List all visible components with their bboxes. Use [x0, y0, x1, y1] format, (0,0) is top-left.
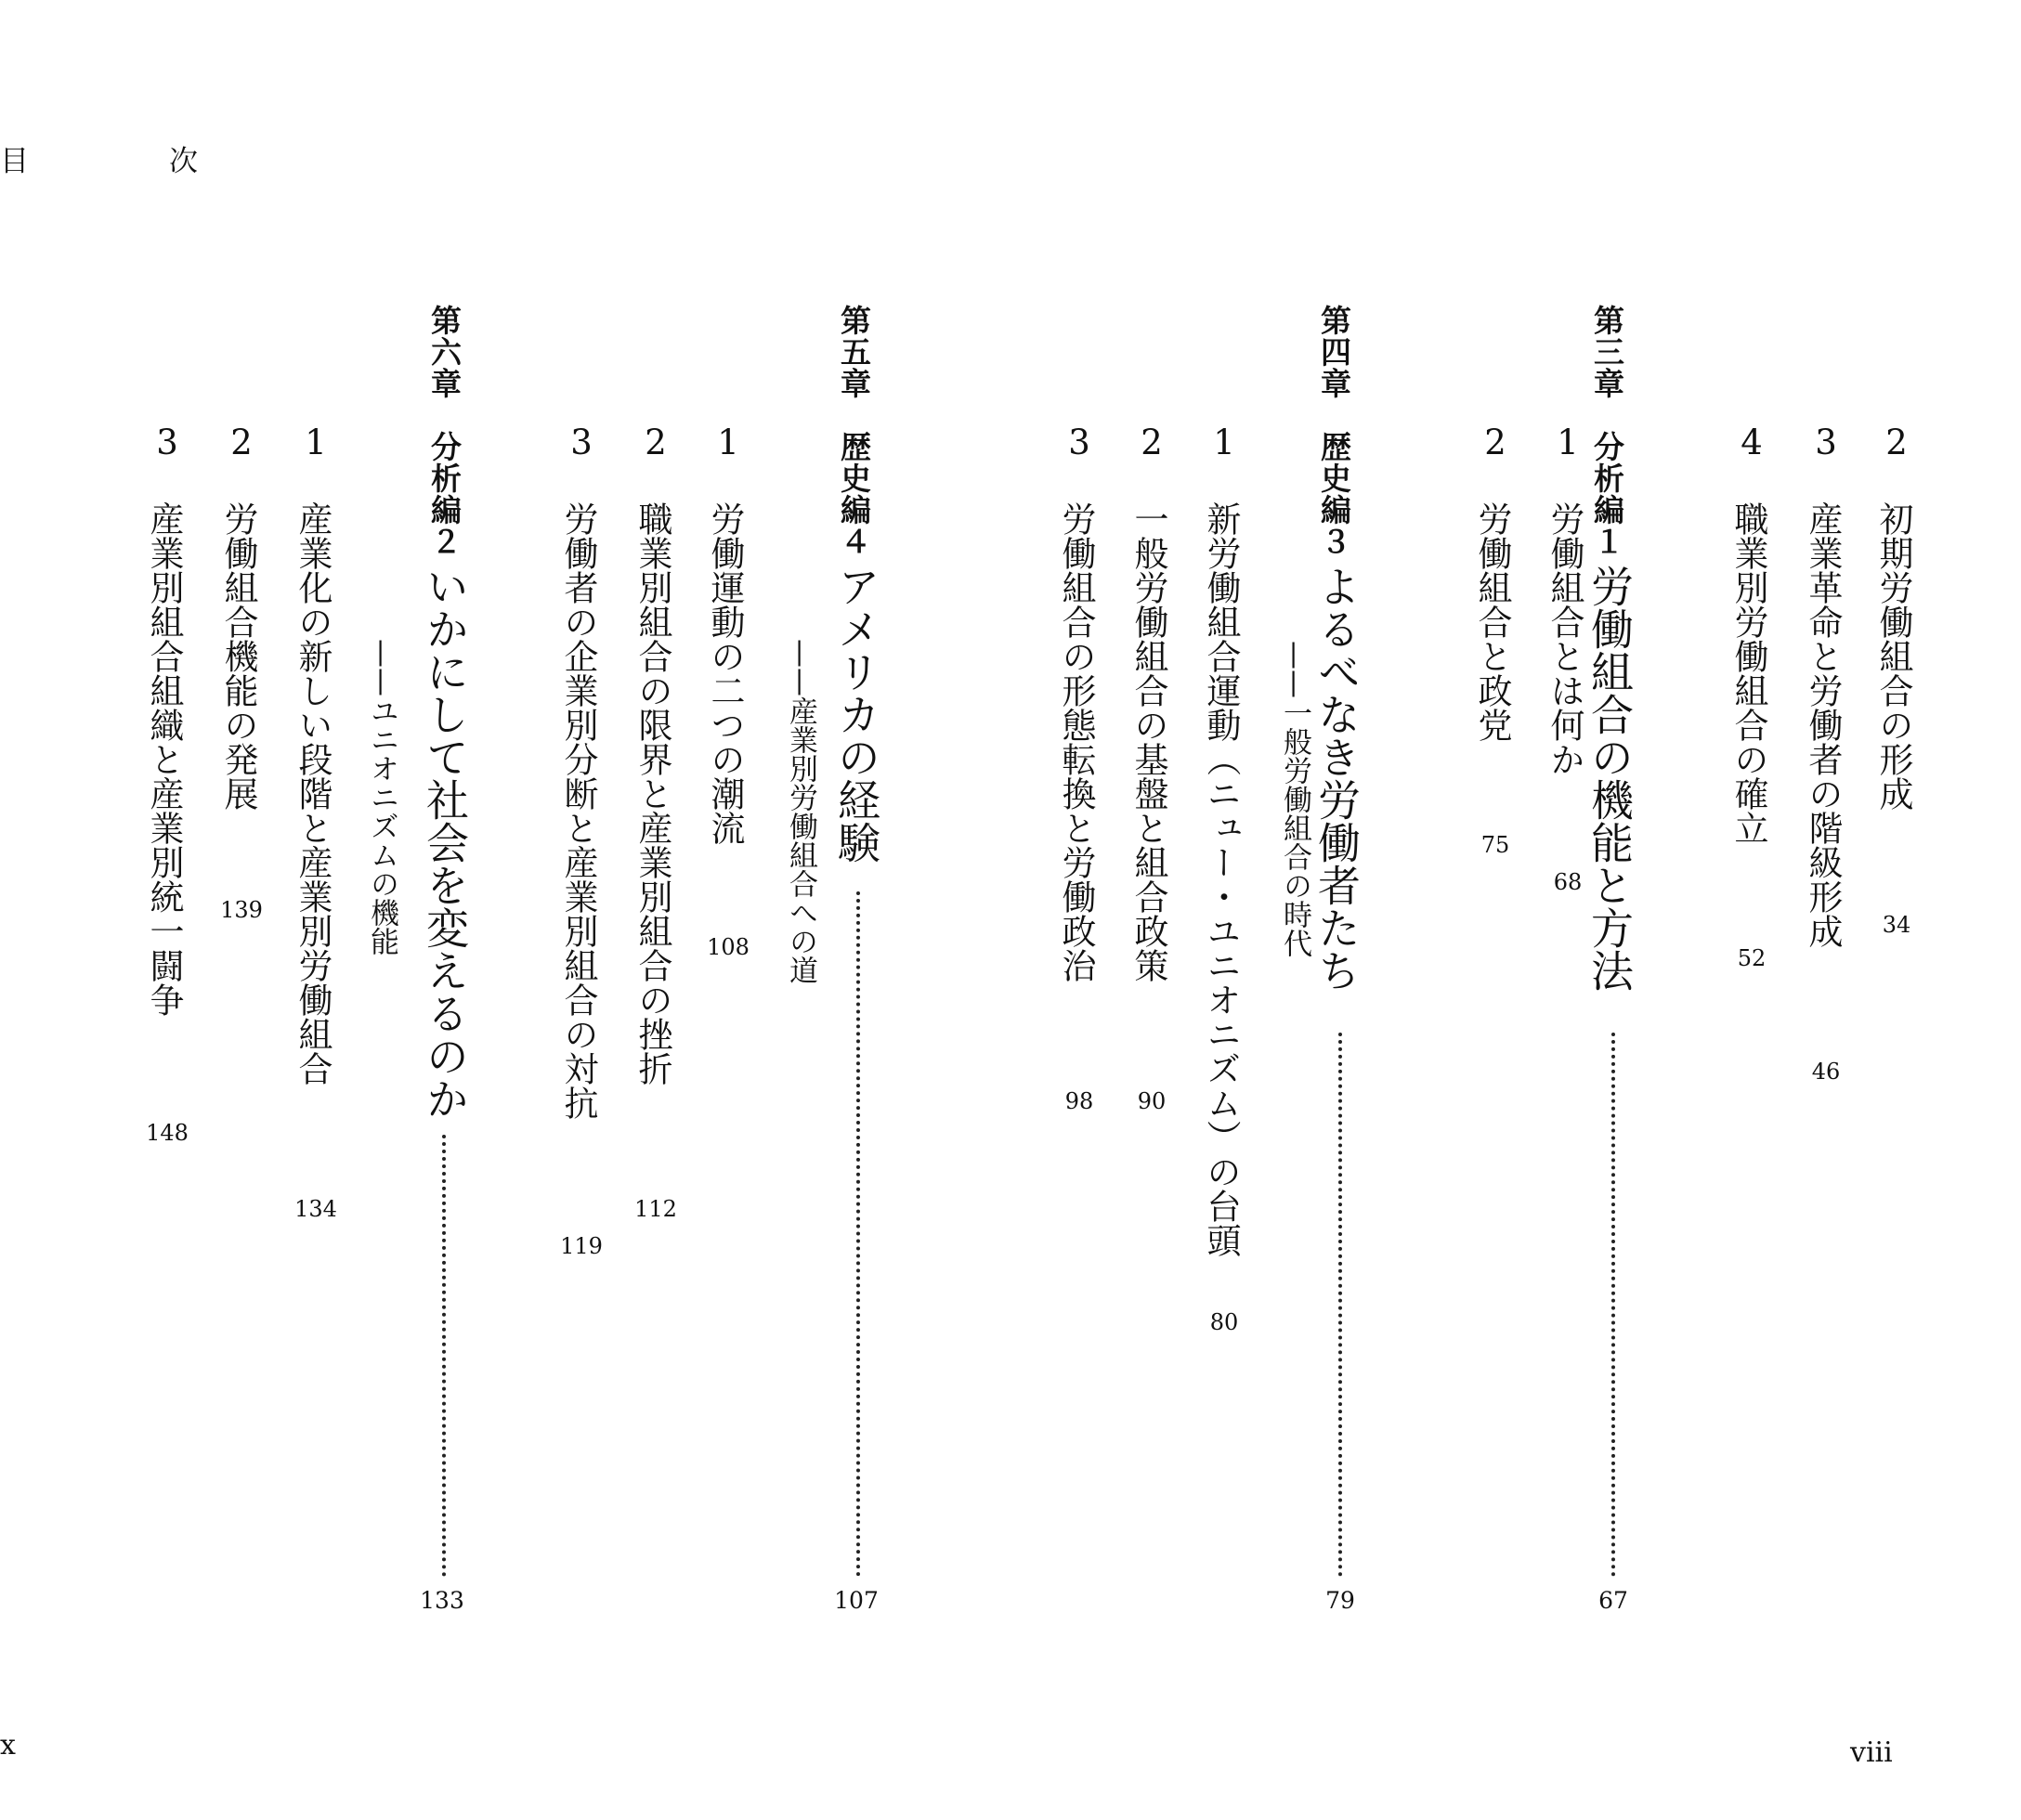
chapter-subtitle: ——一般労働組合の時代 — [1278, 641, 1311, 957]
item-number: 3 — [1815, 422, 1837, 462]
item-page: 75 — [1480, 832, 1510, 858]
item-number: 3 — [1068, 422, 1090, 462]
item-page: 139 — [220, 897, 263, 923]
folio-right: viii — [1850, 1736, 1893, 1769]
chapter-subtitle: ——ユニオニズムの機能 — [365, 639, 398, 956]
item-title: 労働組合の形態転換と労働政治 — [1056, 501, 1096, 982]
chapter-page: 107 — [834, 1587, 879, 1614]
dot-leader — [1611, 1033, 1615, 1577]
chapter-title: いかにして社会を変えるのか — [420, 565, 470, 1120]
item-page: 90 — [1137, 1088, 1167, 1114]
item-number: 2 — [1484, 422, 1506, 462]
item-number: 1 — [717, 422, 739, 462]
item-number: 1 — [305, 422, 327, 462]
item-page: 80 — [1209, 1309, 1239, 1335]
chapter-title: よるべなき労働者たち — [1311, 565, 1362, 992]
item-title: 職業別労働組合の確立 — [1728, 501, 1768, 845]
item-title: 産業別組合組織と産業別統一闘争 — [144, 501, 184, 1017]
item-number: 2 — [1885, 422, 1908, 462]
item-number: 1 — [1213, 422, 1235, 462]
chapter-label: 第四章 歴史編３ — [1316, 305, 1352, 557]
item-page: 108 — [707, 934, 750, 960]
item-title: 新労働組合運動（ニュー・ユニオニズム）の台頭 — [1201, 501, 1241, 1257]
chapter-page: 67 — [1598, 1587, 1628, 1614]
item-title: 労働運動の二つの潮流 — [705, 501, 745, 845]
chapter-subtitle: ——産業別労働組合への道 — [784, 639, 817, 984]
item-number: 3 — [570, 422, 593, 462]
item-page: 34 — [1882, 912, 1911, 938]
item-page: 148 — [146, 1120, 189, 1146]
item-title: 産業化の新しい段階と産業別労働組合 — [293, 501, 332, 1086]
item-title: 労働組合と政党 — [1472, 501, 1512, 742]
item-title: 一般労働組合の基盤と組合政策 — [1128, 501, 1168, 982]
chapter-label: 第五章 歴史編４ — [836, 305, 872, 557]
item-title: 産業革命と労働者の階級形成 — [1803, 501, 1843, 948]
dot-leader — [1338, 1033, 1342, 1577]
item-title: 初期労働組合の形成 — [1873, 501, 1913, 811]
item-title: 労働組合とは何か — [1545, 501, 1584, 776]
item-page: 119 — [560, 1233, 603, 1259]
chapter-page: 79 — [1325, 1587, 1355, 1614]
item-number: 2 — [645, 422, 667, 462]
chapter-title: 労働組合の機能と方法 — [1584, 565, 1635, 992]
item-page: 52 — [1737, 945, 1767, 971]
item-number: 3 — [156, 422, 178, 462]
running-head: 目 次 — [0, 145, 254, 178]
dot-leader — [856, 891, 860, 1577]
folio-left: x — [0, 1729, 16, 1762]
item-title: 労働者の企業別分断と産業別組合の対抗 — [558, 501, 598, 1120]
item-number: 4 — [1741, 422, 1763, 462]
item-page: 134 — [294, 1196, 337, 1222]
item-number: 1 — [1557, 422, 1579, 462]
item-number: 2 — [230, 422, 253, 462]
item-title: 職業別組合の限界と産業別組合の挫折 — [632, 501, 672, 1086]
item-page: 112 — [634, 1196, 677, 1222]
item-page: 98 — [1064, 1088, 1094, 1114]
chapter-label: 第六章 分析編２ — [426, 305, 463, 557]
item-title: 労働組合機能の発展 — [218, 501, 258, 811]
dot-leader — [442, 1135, 446, 1577]
item-page: 68 — [1553, 869, 1583, 895]
item-number: 2 — [1141, 422, 1163, 462]
chapter-page: 133 — [420, 1587, 464, 1614]
item-page: 46 — [1811, 1059, 1841, 1085]
chapter-title: アメリカの経験 — [831, 565, 881, 864]
chapter-label: 第三章 分析編１ — [1589, 305, 1625, 557]
